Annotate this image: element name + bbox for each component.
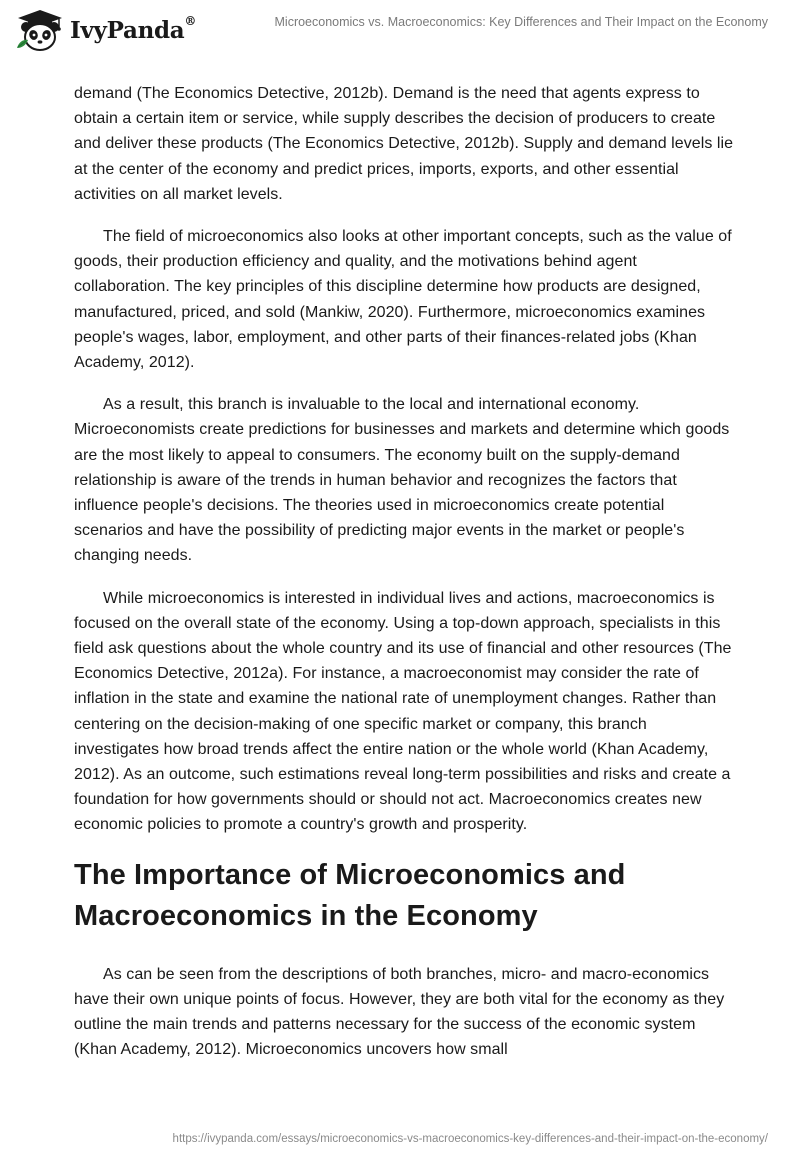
logo-wordmark: IvyPanda® (70, 13, 197, 44)
essay-body (74, 81, 734, 1080)
source-url[interactable]: https://ivypanda.com/essays/microeconomics-vs-macroeconomics-key-differences-and-their-impact-on-the-economy/ (172, 1133, 768, 1145)
ivypanda-logo[interactable] (14, 8, 196, 52)
paragraph: While microeconomics is interested in individual lives and actions, macroeconomics is focused on the overall state of the economy. Using a top-down approach, specialists in this field ask questions about the whole country and its use of financial and other resources (The Economics Detective, 2012a). For instance, a macroeconomist may consider the rate of inflation in the state and examine the national rate of unemployment changes. Rather than centering on the decision-making of one specific market or company, this branch investigates how broad trends affect the entire nation or the whole world (Khan Academy, 2012). As an outcome, such estimations reveal long-term possibilities and risks and create a foundation for how governments should or should not act. Macroeconomics creates new economic policies to promote a country's growth and prosperity. (74, 589, 732, 834)
paragraph: demand (The Economics Detective, 2012b). Demand is the need that agents express to obtain a certain item or service, while supply describes the decision of producers to create and deliver these products (The Economics Detective, 2012b). Supply and demand levels lie at the center of the economy and predict prices, imports, exports, and other essential activities on all market levels. (74, 85, 734, 203)
paragraph: As can be seen from the descriptions of both branches, micro- and macro-economics have their own unique points of focus. However, they are both vital for the economy as they outline the main trends and patterns necessary for the success of the economic system (Khan Academy, 2012). Microeconomics uncovers how small (74, 965, 725, 1059)
panda-graduate-icon (14, 8, 66, 52)
page-header (0, 0, 800, 60)
document-title: Microeconomics vs. Macroeconomics: Key Differences and Their Impact on the Economy (274, 15, 768, 29)
paragraph: The field of microeconomics also looks at other important concepts, such as the value of goods, their production efficiency and quality, and the motivations behind agent collaboration. The key principles of this discipline determine how products are designed, manufactured, priced, and sold (Mankiw, 2020). Furthermore, microeconomics examines people's wages, labor, employment, and other parts of their finances-related jobs (Khan Academy, 2012). (74, 228, 732, 372)
section-heading: The Importance of Microeconomics and Macroeconomics in the Economy (74, 858, 626, 932)
paragraph: As a result, this branch is invaluable to the local and international economy. Microeconomists create predictions for businesses and markets and determine which goods are the most likely to appeal to consumers. The economy built on the supply-demand relationship is aware of the trends in human behavior and recognizes the factors that influence people's decisions. The theories used in microeconomics create potential scenarios and have the possibility of predicting major events in the market or people's changing needs. (74, 396, 730, 565)
